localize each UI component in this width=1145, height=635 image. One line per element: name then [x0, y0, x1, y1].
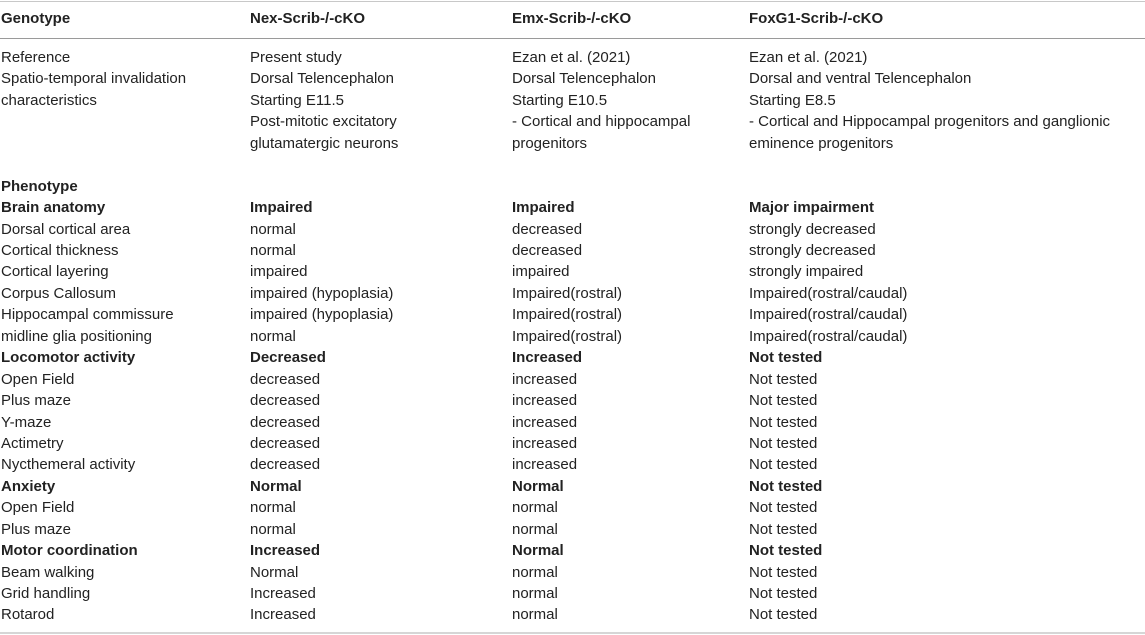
- spacer: [0, 154, 1145, 175]
- table-row: [0, 519, 1145, 540]
- table-row: [0, 304, 1145, 325]
- table-row: [0, 283, 1145, 304]
- row-value: Normal: [250, 477, 302, 495]
- reference-label: Reference: [1, 49, 71, 66]
- row-label: Brain anatomy: [1, 199, 106, 217]
- reference-block: [0, 47, 1145, 154]
- row-value: Not tested: [749, 370, 818, 388]
- row-value: strongly decreased: [749, 242, 876, 259]
- row-value: Not tested: [749, 434, 818, 452]
- emx-target-line1: - Cortical and hippocampal: [512, 113, 691, 131]
- row-value: normal: [250, 327, 296, 345]
- row-label: Hippocampal commissure: [1, 306, 174, 324]
- row-value: normal: [512, 499, 558, 517]
- characteristics-label: characteristics: [1, 91, 97, 109]
- foxg1-start: Starting E8.5: [749, 91, 836, 109]
- table-row: [0, 454, 1145, 475]
- row-label: Beam walking: [1, 563, 95, 581]
- row-value: Not tested: [749, 542, 823, 560]
- row-value: decreased: [250, 413, 321, 431]
- row-value: normal: [250, 520, 296, 538]
- foxg1-target-line2: eminence progenitors: [749, 134, 894, 152]
- row-value: normal: [250, 242, 296, 259]
- row-value: Increased: [512, 349, 583, 367]
- header-nex: Nex-Scrib-/-cKO: [250, 10, 366, 27]
- header-genotype: Genotype: [1, 10, 71, 27]
- emx-region: Dorsal Telencephalon: [512, 70, 656, 88]
- emx-target-line2: progenitors: [512, 134, 588, 152]
- table-row: [0, 562, 1145, 583]
- section-row: [0, 176, 1145, 197]
- table-row: [0, 390, 1145, 411]
- table-row: [0, 604, 1145, 625]
- row-value: impaired (hypoplasia): [250, 284, 394, 302]
- row-value: normal: [512, 585, 558, 602]
- row-value: Impaired(rostral/caudal): [749, 306, 908, 324]
- row-value: normal: [250, 220, 296, 238]
- foxg1-reference: Ezan et al. (2021): [749, 49, 868, 66]
- table-row: [0, 412, 1145, 433]
- row-value: Decreased: [250, 349, 326, 367]
- row-value: Impaired(rostral): [512, 306, 623, 324]
- row-value: decreased: [512, 220, 583, 238]
- header-foxg1: FoxG1-Scrib-/-cKO: [749, 10, 884, 27]
- row-value: Increased: [250, 585, 316, 602]
- emx-reference: Ezan et al. (2021): [512, 49, 631, 66]
- row-value: impaired: [512, 263, 570, 281]
- header-rule: [0, 38, 1145, 39]
- phenotype-rows: [0, 176, 1145, 626]
- row-value: impaired (hypoplasia): [250, 306, 394, 324]
- row-value: Not tested: [749, 456, 818, 474]
- nex-region: Dorsal Telencephalon: [250, 70, 394, 88]
- row-value: Impaired(rostral/caudal): [749, 284, 908, 302]
- row-value: impaired: [250, 263, 308, 281]
- row-value: normal: [512, 520, 558, 538]
- row-value: normal: [512, 563, 558, 581]
- row-value: Increased: [250, 606, 316, 624]
- row-label: Phenotype: [1, 177, 78, 195]
- row-value: decreased: [250, 434, 321, 452]
- row-value: decreased: [250, 392, 321, 410]
- section-row: [0, 347, 1145, 368]
- row-value: increased: [512, 456, 578, 474]
- table-body: [0, 47, 1145, 626]
- table-header-row: [0, 0, 1145, 38]
- table-row: [0, 219, 1145, 240]
- row-value: increased: [512, 392, 578, 410]
- table-bottom-rule: [0, 632, 1145, 634]
- row-value: Impaired(rostral/caudal): [749, 327, 908, 345]
- row-value: Major impairment: [749, 199, 875, 217]
- row-value: normal: [250, 499, 296, 517]
- row-label: Cortical thickness: [1, 242, 119, 259]
- row-label: Motor coordination: [1, 542, 138, 560]
- row-value: Not tested: [749, 606, 818, 624]
- reference-emx: [512, 47, 690, 154]
- emx-start: Starting E10.5: [512, 91, 608, 109]
- section-row: [0, 197, 1145, 218]
- table-row: [0, 261, 1145, 282]
- foxg1-region: Dorsal and ventral Telencephalon: [749, 70, 972, 88]
- row-value: Not tested: [749, 392, 818, 410]
- row-value: strongly decreased: [749, 220, 876, 238]
- row-label: Dorsal cortical area: [1, 220, 131, 238]
- row-label: midline glia positioning: [1, 327, 152, 345]
- nex-reference: Present study: [250, 49, 342, 66]
- row-label: Open Field: [1, 370, 75, 388]
- row-label: Locomotor activity: [1, 349, 136, 367]
- row-value: normal: [512, 606, 558, 624]
- nex-target-line1: Post-mitotic excitatory: [250, 113, 397, 131]
- row-label: Plus maze: [1, 520, 72, 538]
- row-value: Not tested: [749, 477, 823, 495]
- row-label: Rotarod: [1, 606, 55, 624]
- row-value: Normal: [250, 563, 299, 581]
- nex-start: Starting E11.5: [250, 91, 344, 109]
- row-value: increased: [512, 370, 578, 388]
- row-value: Normal: [512, 477, 564, 495]
- row-label: Nycthemeral activity: [1, 456, 136, 474]
- table-row: [0, 497, 1145, 518]
- row-value: Not tested: [749, 499, 818, 517]
- section-row: [0, 476, 1145, 497]
- table-row: [0, 326, 1145, 347]
- row-value: Normal: [512, 542, 564, 560]
- row-label: Cortical layering: [1, 263, 109, 281]
- row-label: Open Field: [1, 499, 75, 517]
- row-value: increased: [512, 413, 578, 431]
- row-value: Impaired(rostral): [512, 327, 623, 345]
- table-row: [0, 433, 1145, 454]
- row-label: Grid handling: [1, 585, 91, 602]
- header-emx: Emx-Scrib-/-cKO: [512, 10, 632, 27]
- row-value: Not tested: [749, 520, 818, 538]
- reference-labels: [1, 47, 186, 111]
- section-row: [0, 540, 1145, 561]
- row-value: Not tested: [749, 563, 818, 581]
- row-value: Not tested: [749, 585, 818, 602]
- foxg1-target-line1: - Cortical and Hippocampal progenitors and ganglionic: [749, 113, 1111, 131]
- row-label: Anxiety: [1, 477, 56, 495]
- reference-foxg1: [749, 47, 1110, 154]
- row-value: strongly impaired: [749, 263, 864, 281]
- table-row: [0, 583, 1145, 604]
- row-value: Impaired: [512, 199, 575, 217]
- spatio-temporal-label: Spatio-temporal invalidation: [1, 70, 187, 88]
- row-value: decreased: [512, 242, 583, 259]
- row-label: Actimetry: [1, 434, 64, 452]
- row-value: decreased: [250, 370, 321, 388]
- row-value: Not tested: [749, 413, 818, 431]
- row-value: Impaired(rostral): [512, 284, 623, 302]
- nex-target-line2: glutamatergic neurons: [250, 134, 399, 152]
- row-label: Corpus Callosum: [1, 284, 117, 302]
- row-value: increased: [512, 434, 578, 452]
- row-value: Increased: [250, 542, 321, 560]
- table-row: [0, 369, 1145, 390]
- table-row: [0, 240, 1145, 261]
- row-value: Impaired: [250, 199, 313, 217]
- row-value: decreased: [250, 456, 321, 474]
- row-label: Plus maze: [1, 392, 72, 410]
- row-label: Y-maze: [1, 413, 52, 431]
- reference-nex: [250, 47, 398, 154]
- row-value: Not tested: [749, 349, 823, 367]
